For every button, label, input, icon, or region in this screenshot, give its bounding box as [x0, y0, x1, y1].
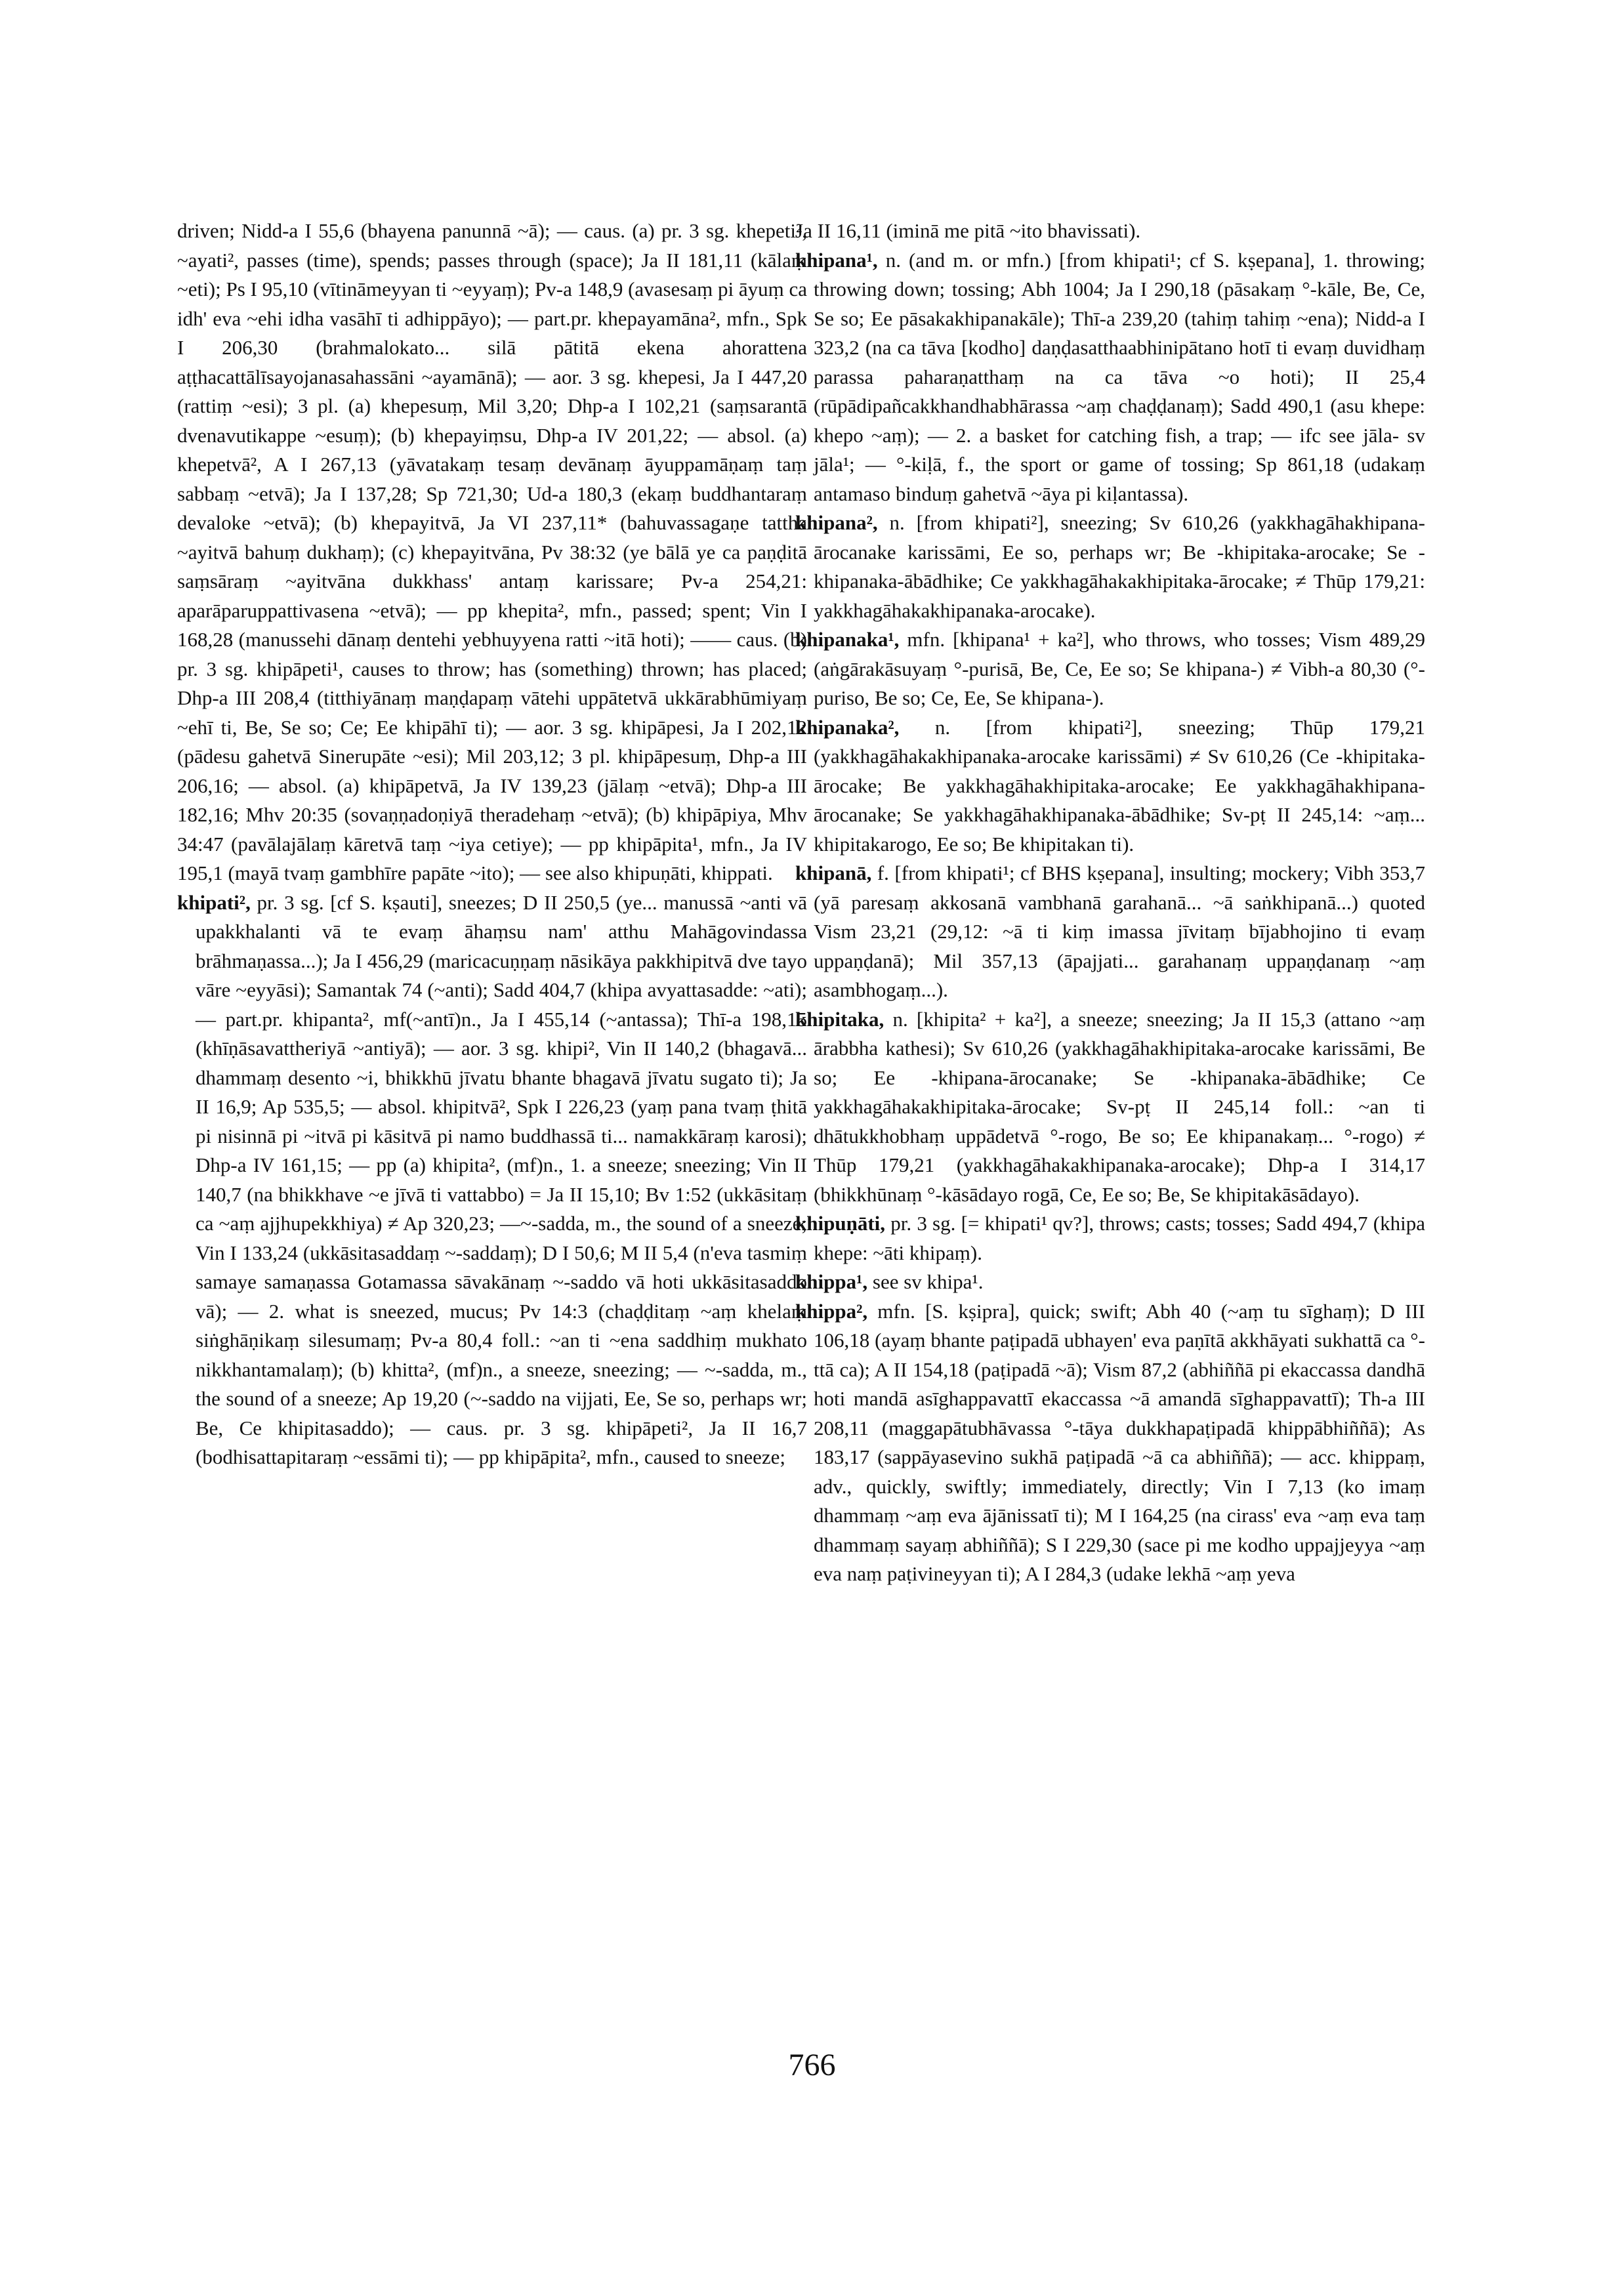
page-number: 766 [788, 2048, 836, 2082]
dictionary-entry [795, 508, 1425, 625]
entry-text: see sv khipa¹. [872, 1270, 984, 1293]
entry-headword: khippa¹, [795, 1270, 873, 1293]
entry-text: n. [from khipati²], sneezing; Sv 610,26 (yakkhagāhakhipana-ārocanake karissāmi, Ee so, perhaps wr; Be -khipitaka-arocake; Se -khipanaka-ābādhike; Ce yakkhagāhakakhipitaka-ārocake; ≠ Thūp 179,21: yakkhagāhakakhipanaka-arocake). [814, 511, 1426, 622]
left-column [177, 217, 807, 1472]
dictionary-entry [795, 859, 1425, 1005]
right-column [795, 217, 1425, 1589]
dictionary-entry [177, 217, 807, 888]
entry-headword: khipuṇāti, [795, 1212, 891, 1235]
entry-text: mfn. [S. kṣipra], quick; swift; Abh 40 (~aṃ tu sīghaṃ); D III 106,18 (ayaṃ bhante paṭipadā ubhayen' eva paṇītā akkhāyati sukhattā ca °-ttā ca); A II 154,18 (paṭipadā ~ā); Vism 87,2 (abhiññā pi ekaccassa dandhā hoti mandā asīghappavattī ekaccassa ~ā amandā sīghappavattī); Th-a III 208,11 (maggapātubhāvassa °-tāya dukkhapaṭipadā khippābhiññā); As 183,17 (sappāyasevino sukhā paṭipadā ~ā ca abhiññā); — acc. khippaṃ, adv., quickly, swiftly; immediately, directly; Vin I 7,13 (ko imaṃ dhammaṃ ~aṃ eva ājānissatī ti); M I 164,25 (na cirass' eva ~aṃ eva taṃ dhammaṃ sayaṃ abhiññā); S I 229,30 (sace pi me kodho uppajjeyya ~aṃ eva naṃ paṭivineyyan ti); A I 284,3 (udake lekhā ~aṃ yeva [814, 1299, 1425, 1585]
entry-headword: khipati², [177, 890, 257, 914]
entry-headword: khipana², [795, 511, 890, 534]
dictionary-entry [795, 1005, 1425, 1210]
entry-headword: khippa², [795, 1299, 878, 1323]
entry-headword: khipitaka, [795, 1007, 893, 1031]
entry-text: f. [from khipati¹; cf BHS kṣepana], insulting; mockery; Vibh 353,7 (yā paresaṃ akkosanā vambhanā garahanā... ~ā saṅkhipanā...) quoted Vism 23,21 (29,12: ~ā ti kiṃ imassa jīvitaṃ bījabhojino ti evaṃ uppaṇḍanā); Mil 357,13 (āpajjati... garahanaṃ uppaṇḍanaṃ ~aṃ asambhogaṃ...). [814, 861, 1425, 1001]
entry-text: n. [khipita² + ka²], a sneeze; sneezing; Ja II 15,3 (attano ~aṃ ārabbha kathesi); Sv 610,26 (yakkhagāhakhipitaka-arocake karissāmi, Be so; Ee -khipana-ārocanake; Se -khipanaka-ābādhike; Ce yakkhagāhakakhipitaka-ārocake; Sv-pṭ II 245,14 foll.: ~an ti dhātukkhobhaṃ uppādetvā °-rogo, Be so; Ee khipanakaṃ... °-rogo) ≠ Thūp 179,21 (yakkhagāhakakhipanaka-arocake); Dhp-a I 314,17 (bhikkhūnaṃ °-kāsādayo rogā, Ce, Ee so; Be, Se khipitakāsādayo). [814, 1007, 1426, 1206]
entry-text: n. (and m. or mfn.) [from khipati¹; cf S. kṣepana], 1. throwing; throwing down; tossing; Abh 1004; Ja I 290,18 (pāsakaṃ °-kāle, Be, Ce, Se so; Ee pāsakakhipanakāle); Thī-a 239,20 (tahiṃ tahiṃ ~ena); Nidd-a I 323,2 (na ca tāva [kodho] daṇḍasatthaabhinipātano hotī ti evaṃ duvidhaṃ parassa paharaṇatthaṃ na ca tāva ~o hoti); II 25,4 (rūpādipañcakkhandhabhārassa ~aṃ chaḍḍanaṃ); Sadd 490,1 (asu khepe: khepo ~aṃ); — 2. a basket for catching fish, a trap; — ifc see jāla- sv jāla¹; — °-kiḷā, f., the sport or game of tossing; Sp 861,18 (udakaṃ antamaso binduṃ gahetvā ~āya pi kiḷantassa). [814, 248, 1425, 505]
entry-headword: khipana¹, [795, 248, 886, 272]
entry-text: pr. 3 sg. [cf S. kṣauti], sneezes; D II 250,5 (ye... manussā ~anti vā upakkhalanti vā te evaṃ āhaṃsu nam' atthu Mahāgovindassa brāhmaṇassa...); Ja I 456,29 (maricacuṇṇaṃ nāsikāya pakkhipitvā dve tayo vāre ~eyyāsi); Samantak 74 (~anti); Sadd 404,7 (khipa avyattasadde: ~ati); — part.pr. khipanta², mf(~antī)n., Ja I 455,14 (~antassa); Thī-a 198,15 (khīṇāsavattheriyā ~antiyā); — aor. 3 sg. khipi², Vin II 140,2 (bhagavā... dhammaṃ desento ~i, bhikkhū jīvatu bhante bhagavā jīvatu sugato ti); Ja II 16,9; Ap 535,5; — absol. khipitvā², Spk I 226,23 (yaṃ pana tvaṃ ṭhitā pi nisinnā pi ~itvā pi kāsitvā pi namo buddhassā ti... namakkāraṃ karosi); Dhp-a IV 161,15; — pp (a) khipita², (mf)n., 1. a sneeze; sneezing; Vin II 140,7 (na bhikkhave ~e jīvā ti vattabbo) = Ja II 15,10; Bv 1:52 (ukkāsitaṃ ca ~aṃ ajjhupekkhiya) ≠ Ap 320,23; —~-sadda, m., the sound of a sneeze; Vin I 133,24 (ukkāsitasaddaṃ ~-saddaṃ); D I 50,6; M II 5,4 (n'eva tasmiṃ samaye samaṇassa Gotamassa sāvakānaṃ ~-saddo vā hoti ukkāsitasaddo vā); — 2. what is sneezed, mucus; Pv 14:3 (chaḍḍitaṃ ~aṃ khelaṃ siṅghāṇikaṃ silesumaṃ; Pv-a 80,4 foll.: ~an ti ~ena saddhiṃ mukhato nikkhantamalaṃ); (b) khitta², (mf)n., a sneeze, sneezing; — ~-sadda, m., the sound of a sneeze; Ap 19,20 (~-saddo na vijjati, Ee, Se so, perhaps wr; Be, Ce khipitasaddo); — caus. pr. 3 sg. khipāpeti², Ja II 16,7 (bodhisattapitaraṃ ~essāmi ti); — pp khipāpita², mfn., caused to sneeze; [196, 890, 807, 1468]
dictionary-entry [795, 1209, 1425, 1268]
entry-text: pr. 3 sg. [= khipati¹ qv?], throws; casts; tosses; Sadd 494,7 (khipa khepe: ~āti khipaṃ). [814, 1212, 1425, 1264]
entry-text: driven; Nidd-a I 55,6 (bhayena panunnā ~ā); — caus. (a) pr. 3 sg. khepeti², ~ayati², passes (time), spends; passes through (space); Ja II 181,11 (kālaṃ ~eti); Ps I 95,10 (vītināmeyyan ti ~eyyaṃ); Pv-a 148,9 (avasesaṃ pi āyuṃ ca idh' eva ~ehi idha vasāhī ti adhippāyo); — part.pr. khepayamāna², mfn., Spk I 206,30 (brahmalokato... silā pātitā ekena ahorattena aṭṭhacattālīsayojanasahassāni ~ayamānā); — aor. 3 sg. khepesi, Ja I 447,20 (rattiṃ ~esi); 3 pl. (a) khepesuṃ, Mil 3,20; Dhp-a I 102,21 (saṃsarantā dvenavutikappe ~esuṃ); (b) khepayiṃsu, Dhp-a IV 201,22; — absol. (a) khepetvā², A I 267,13 (yāvatakaṃ tesaṃ devānaṃ āyuppamāṇaṃ taṃ sabbaṃ ~etvā); Ja I 137,28; Sp 721,30; Ud-a 180,3 (ekaṃ buddhantaraṃ devaloke ~etvā); (b) khepayitvā, Ja VI 237,11* (bahuvassagaṇe tattha ~ayitvā bahuṃ dukhaṃ); (c) khepayitvāna, Pv 38:32 (ye bālā ye ca paṇḍitā saṃsāraṃ ~ayitvāna dukkhass' antaṃ karissare; Pv-a 254,21: aparāparuppattivasena ~etvā); — pp khepita², mfn., passed; spent; Vin I 168,28 (manussehi dānaṃ dentehi yebhuyyena ratti ~itā hoti); —— caus. (b) pr. 3 sg. khipāpeti¹, causes to throw; has (something) thrown; has placed; Dhp-a III 208,4 (titthiyānaṃ maṇḍapaṃ vātehi uppātetvā ukkārabhūmiyaṃ ~ehī ti, Be, Se so; Ce; Ee khipāhī ti); — aor. 3 sg. khipāpesi, Ja I 202,12 (pādesu gahetvā Sinerupāte ~esi); Mil 203,12; 3 pl. khipāpesuṃ, Dhp-a III 206,16; — absol. (a) khipāpetvā, Ja IV 139,23 (jālaṃ ~etvā); Dhp-a III 182,16; Mhv 20:35 (sovaṇṇadoṇiyā theradehaṃ ~etvā); (b) khipāpiya, Mhv 34:47 (pavālajālaṃ kāretvā taṃ ~iya cetiye); — pp khipāpita¹, mfn., Ja IV 195,1 (mayā tvaṃ gambhīre papāte ~ito); — see also khipuṇāti, khippati. [177, 219, 807, 884]
entry-text: Ja II 16,11 (iminā me pitā ~ito bhavissati). [795, 219, 1141, 242]
dictionary-entry [795, 1268, 1425, 1297]
dictionary-entry [795, 1297, 1425, 1589]
entry-headword: khipanaka², [795, 715, 935, 739]
entry-headword: khipanā, [795, 861, 877, 884]
dictionary-entry [795, 217, 1425, 246]
entry-text: n. [from khipati²], sneezing; Thūp 179,21 (yakkhagāhakakhipanaka-arocake karissāmi) ≠ Sv 610,26 (Ce -khipitaka-ārocake; Be yakkhagāhakhipitaka-arocake; Ee yakkhagāhakhipana-ārocanake; Se yakkhagāhakhipanaka-ābādhike; Sv-pṭ II 245,14: ~aṃ... khipitakarogo, Ee so; Be khipitakan ti). [814, 715, 1425, 856]
entry-headword: khipanaka¹, [795, 628, 907, 651]
dictionary-entry [795, 246, 1425, 509]
dictionary-entry [795, 713, 1425, 859]
dictionary-entry [795, 625, 1425, 713]
dictionary-entry [177, 888, 807, 1472]
entry-text: mfn. [khipana¹ + ka²], who throws, who tosses; Vism 489,29 (aṅgārakāsuyaṃ °-purisā, Be, Ce, Ee so; Se khipana-) ≠ Vibh-a 80,30 (°-puriso, Be so; Ce, Ee, Se khipana-). [814, 628, 1425, 709]
